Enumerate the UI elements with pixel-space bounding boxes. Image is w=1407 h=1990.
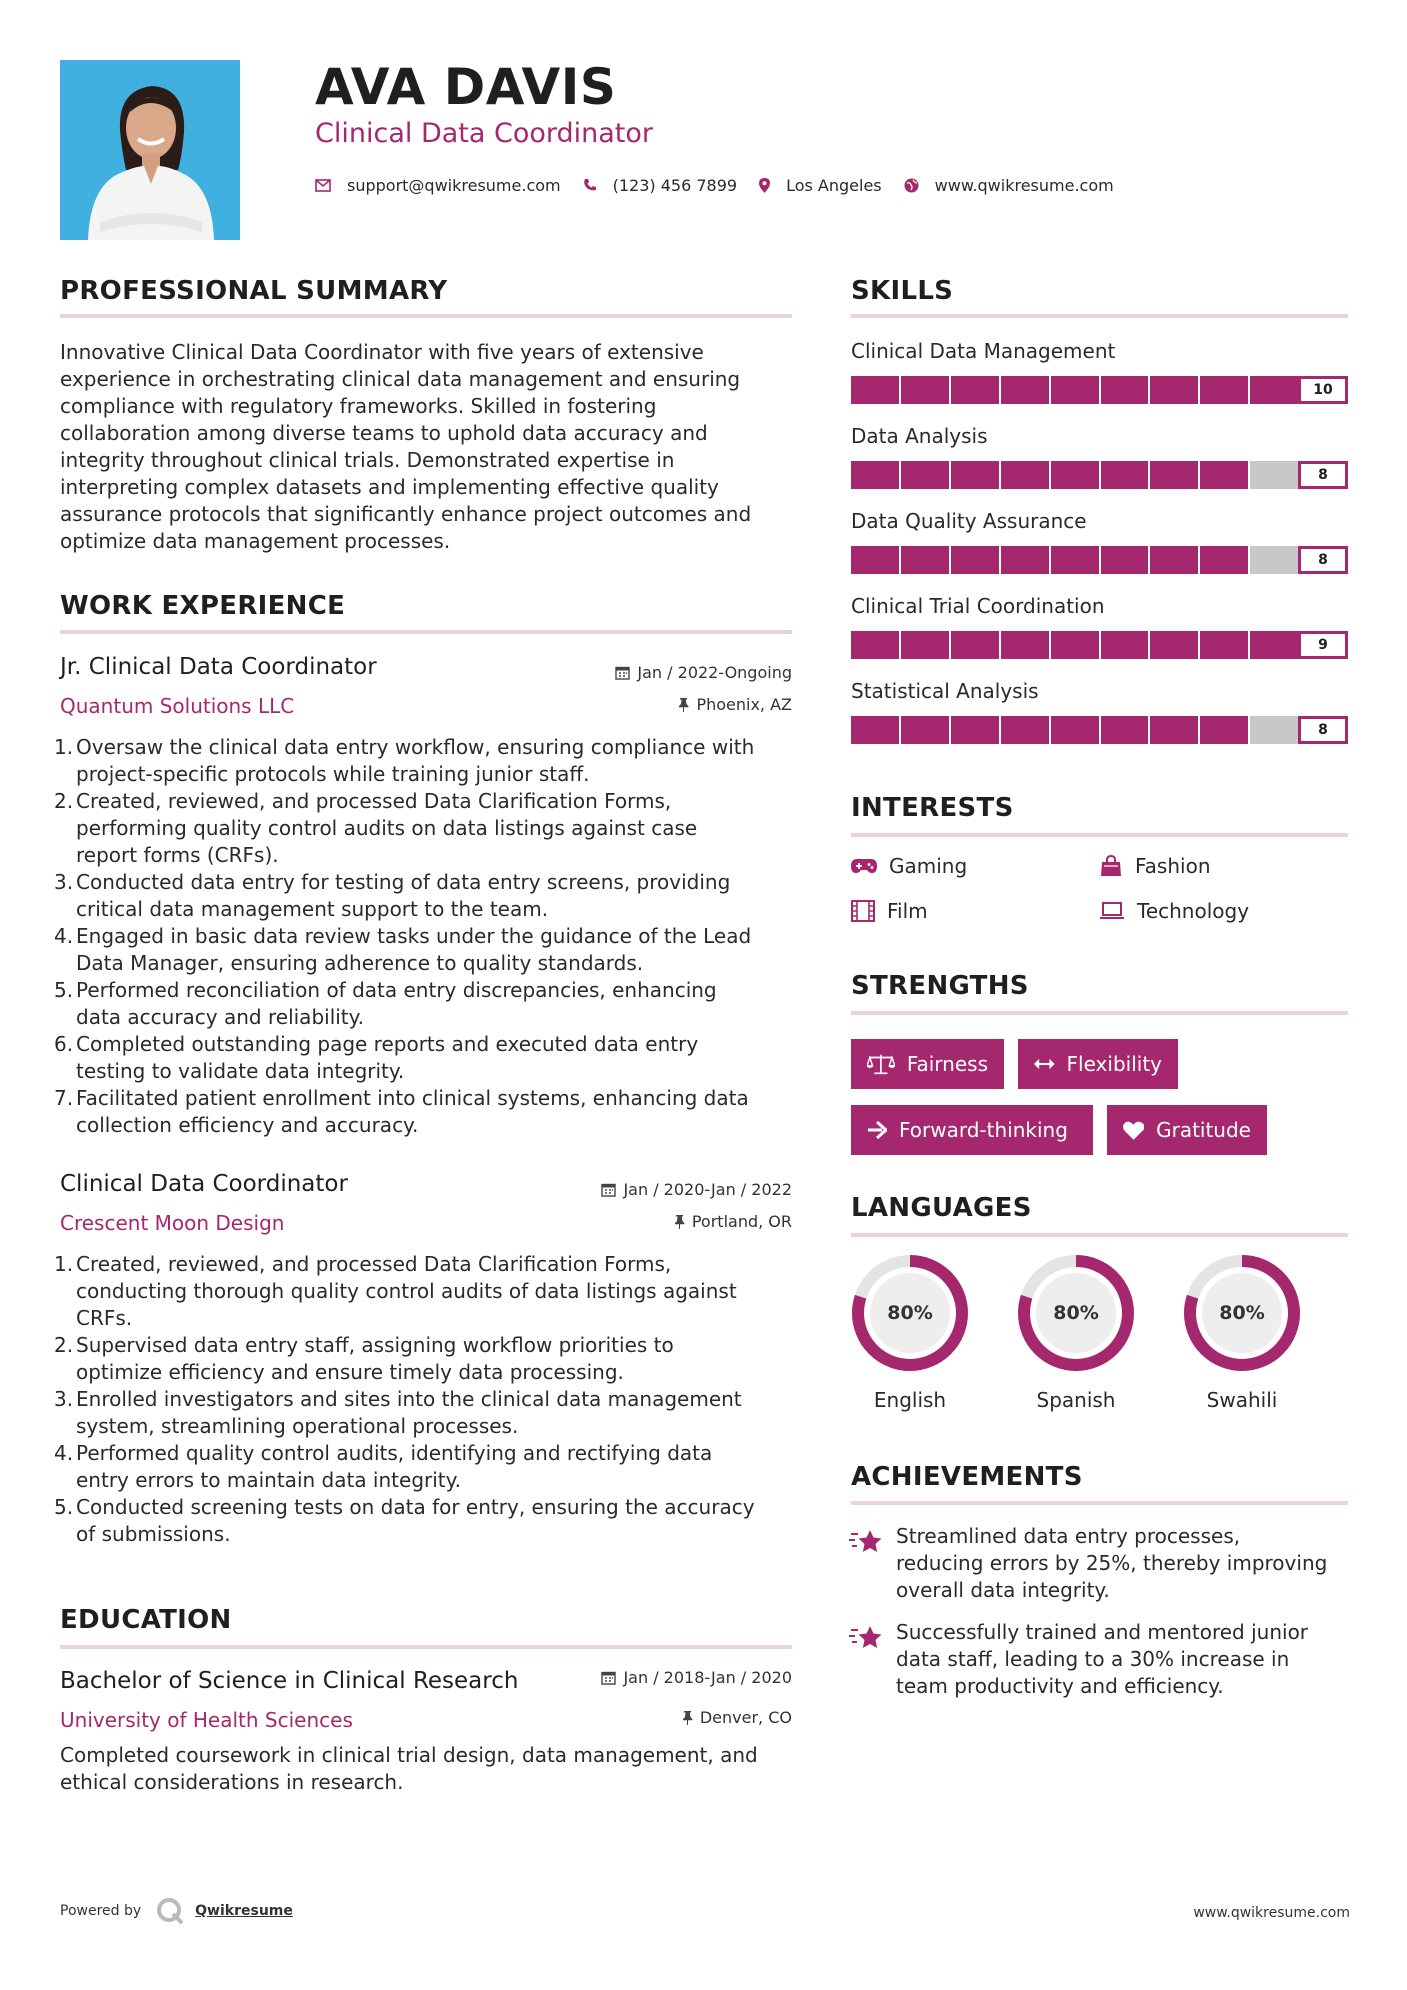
skill-level-bar — [851, 376, 1348, 404]
skill-level-badge: 9 — [1298, 631, 1348, 659]
strength-label: Flexibility — [1066, 1052, 1162, 1076]
achievement-item — [896, 1523, 1356, 1604]
list-item-line: conducting thorough quality control audits of data listings against — [76, 1279, 737, 1303]
film-icon — [851, 900, 875, 922]
list-item-number: 2. — [54, 789, 74, 813]
skills-heading: SKILLS — [851, 276, 954, 306]
skill-bar-segment — [901, 376, 951, 404]
list-item — [54, 1251, 800, 1332]
skill-bar-segment — [1001, 716, 1051, 744]
list-item-line: Data Manager, ensuring adherence to quality standards. — [76, 951, 644, 975]
skill-name: Data Analysis — [851, 424, 988, 448]
list-item-number: 4. — [54, 1441, 74, 1465]
list-item-line: Performed quality control audits, identifying and rectifying data — [76, 1441, 713, 1465]
skill-name: Clinical Data Management — [851, 339, 1116, 363]
interest-label: Gaming — [889, 854, 968, 878]
job-location-text: Portland, OR — [691, 1212, 792, 1231]
skill-bar-segment — [1150, 461, 1200, 489]
job-location — [500, 1212, 792, 1231]
list-item — [54, 1031, 800, 1085]
contact-email-text: support@qwikresume.com — [347, 175, 561, 195]
job-location-text: Phoenix, AZ — [696, 695, 792, 714]
contact-location — [759, 176, 882, 195]
job-responsibilities — [54, 1251, 800, 1548]
strength-chip-gratitude — [1107, 1105, 1267, 1155]
skill-bar-segment — [1101, 461, 1151, 489]
contact-phone-text: (123) 456 7899 — [612, 175, 738, 195]
thumbtack-icon — [678, 697, 689, 712]
skill-bar-segment — [901, 716, 951, 744]
skill-bar-segment — [1200, 546, 1250, 574]
skill-bar-segment — [1200, 376, 1250, 404]
skill-name: Data Quality Assurance — [851, 509, 1087, 533]
education-heading: EDUCATION — [60, 1605, 232, 1635]
experience-heading: WORK EXPERIENCE — [60, 591, 346, 621]
summary-line: compliance with regulatory frameworks. Skilled in fostering — [60, 394, 657, 418]
contact-bar — [315, 172, 1136, 198]
list-item — [54, 1085, 800, 1139]
arrows-horizontal-icon — [1034, 1057, 1055, 1071]
skill-bar-segment — [1101, 376, 1151, 404]
achievement-line: reducing errors by 25%, thereby improving — [896, 1551, 1328, 1575]
job-responsibilities — [54, 734, 800, 1139]
list-item-number: 7. — [54, 1086, 74, 1110]
list-item-line: entry errors to maintain data integrity. — [76, 1468, 461, 1492]
skill-bar-segment — [1001, 631, 1051, 659]
skill-bar-segment — [1200, 461, 1250, 489]
summary-line: assurance protocols that significantly enhance project outcomes and — [60, 502, 752, 526]
skill-bar-segment — [1150, 546, 1200, 574]
candidate-title: Clinical Data Coordinator — [315, 118, 654, 149]
strength-chip-flexibility — [1018, 1039, 1178, 1089]
skill-bar-segment — [1101, 716, 1151, 744]
language-percent: 80% — [887, 1302, 933, 1324]
language-percent: 80% — [1053, 1302, 1099, 1324]
achievements-divider — [851, 1501, 1348, 1505]
envelope-icon — [315, 179, 331, 192]
skill-bar-segment — [1200, 716, 1250, 744]
skill-bar-segment — [1051, 546, 1101, 574]
list-item-line: Supervised data entry staff, assigning workflow priorities to — [76, 1333, 674, 1357]
list-item — [54, 977, 800, 1031]
summary-line: interpreting complex datasets and implementing effective quality — [60, 475, 719, 499]
skill-bar-segment — [901, 631, 951, 659]
skill-bar-segment — [1001, 376, 1051, 404]
experience-divider — [60, 630, 792, 634]
list-item-line: Created, reviewed, and processed Data Clarification Forms, — [76, 1252, 672, 1276]
map-marker-icon — [759, 178, 770, 193]
list-item — [54, 788, 800, 869]
skill-bar-segment — [1101, 631, 1151, 659]
language-name: Spanish — [1036, 1388, 1116, 1412]
skills-divider — [851, 314, 1348, 318]
summary-heading: PROFESSIONAL SUMMARY — [60, 276, 448, 306]
star-award-icon — [849, 1528, 883, 1556]
list-item — [54, 923, 800, 977]
interest-item-technology — [1099, 899, 1249, 923]
strength-chip-fairness — [851, 1039, 1004, 1089]
calendar-icon — [601, 1670, 616, 1685]
list-item-number: 2. — [54, 1333, 74, 1357]
skill-bar-segment — [951, 631, 1001, 659]
strengths-heading: STRENGTHS — [851, 971, 1029, 1001]
job-company: Quantum Solutions LLC — [60, 694, 295, 718]
list-item-line: testing to validate data integrity. — [76, 1059, 405, 1083]
skill-bar-segment — [1001, 461, 1051, 489]
language-ring — [848, 1251, 972, 1375]
balance-scale-icon — [867, 1053, 895, 1075]
arrow-right-icon — [867, 1121, 887, 1139]
skill-name: Clinical Trial Coordination — [851, 594, 1105, 618]
education-divider — [60, 1645, 792, 1649]
list-item-line: Engaged in basic data review tasks under the guidance of the Lead — [76, 924, 752, 948]
achievements-heading: ACHIEVEMENTS — [851, 1462, 1083, 1492]
degree-title: Bachelor of Science in Clinical Research — [60, 1668, 519, 1694]
summary-text — [60, 339, 800, 555]
skill-bar-segment — [1051, 631, 1101, 659]
list-item-line: CRFs. — [76, 1306, 133, 1330]
list-item-line: Facilitated patient enrollment into clinical systems, enhancing data — [76, 1086, 749, 1110]
skill-bar-segment — [1101, 546, 1151, 574]
education-dates-text: Jan / 2018-Jan / 2020 — [623, 1668, 792, 1687]
achievement-line: team productivity and efficiency. — [896, 1674, 1224, 1698]
language-name: Swahili — [1206, 1388, 1278, 1412]
calendar-icon — [601, 1182, 616, 1197]
skill-bar-segment — [901, 461, 951, 489]
interest-label: Technology — [1137, 899, 1250, 923]
skill-bar-segment — [1150, 716, 1200, 744]
list-item-number: 4. — [54, 924, 74, 948]
job-dates-text: Jan / 2022-Ongoing — [637, 663, 792, 682]
list-item-line: collection efficiency and accuracy. — [76, 1113, 419, 1137]
qwikresume-logo-icon — [155, 1896, 185, 1926]
skill-bar-segment — [1250, 376, 1300, 404]
list-item-line: project-specific protocols while training junior staff. — [76, 762, 590, 786]
list-item-line: system, streamlining operational processes. — [76, 1414, 519, 1438]
job-dates — [500, 1180, 792, 1199]
contact-phone[interactable] — [583, 176, 737, 195]
strength-label: Fairness — [906, 1052, 988, 1076]
laptop-icon — [1099, 902, 1125, 920]
phone-icon — [583, 178, 597, 192]
skill-bar-segment — [1051, 716, 1101, 744]
job-dates-text: Jan / 2020-Jan / 2022 — [623, 1180, 792, 1199]
list-item-line: Conducted screening tests on data for entry, ensuring the accuracy — [76, 1495, 755, 1519]
list-item-number: 6. — [54, 1032, 74, 1056]
summary-line: integrity throughout clinical trials. Demonstrated expertise in — [60, 448, 675, 472]
education-line: ethical considerations in research. — [60, 1770, 404, 1794]
interest-label: Film — [887, 899, 928, 923]
list-item — [54, 1494, 800, 1548]
calendar-icon — [615, 665, 630, 680]
skill-bar-segment — [851, 631, 901, 659]
list-item-number: 5. — [54, 1495, 74, 1519]
summary-line: collaboration among diverse teams to uphold data accuracy and — [60, 421, 708, 445]
education-line: Completed coursework in clinical trial design, data management, and — [60, 1743, 758, 1767]
list-item-line: critical data management support to the team. — [76, 897, 549, 921]
skill-level-badge: 10 — [1298, 376, 1348, 404]
list-item-number: 5. — [54, 978, 74, 1002]
list-item-number: 3. — [54, 1387, 74, 1411]
list-item-line: data accuracy and reliability. — [76, 1005, 364, 1029]
achievement-line: data staff, leading to a 30% increase in — [896, 1647, 1290, 1671]
skill-bar-segment — [1051, 461, 1101, 489]
skill-bar-segment — [851, 376, 901, 404]
list-item-line: Completed outstanding page reports and executed data entry — [76, 1032, 699, 1056]
education-location-text: Denver, CO — [699, 1708, 792, 1727]
skill-bar-segment — [951, 546, 1001, 574]
skill-bar-segment — [851, 716, 901, 744]
skill-bar-segment — [951, 716, 1001, 744]
language-name: English — [873, 1388, 947, 1412]
list-item-line: Performed reconciliation of data entry discrepancies, enhancing — [76, 978, 717, 1002]
interests-divider — [851, 833, 1348, 837]
skill-bar-segment — [1200, 631, 1250, 659]
job-title: Clinical Data Coordinator — [60, 1171, 348, 1197]
job-dates — [500, 663, 792, 682]
footer-powered-by — [60, 1896, 293, 1926]
interest-label: Fashion — [1135, 854, 1211, 878]
achievement-line: overall data integrity. — [896, 1578, 1110, 1602]
list-item — [54, 1440, 800, 1494]
list-item-line: report forms (CRFs). — [76, 843, 279, 867]
skill-bar-segment — [1250, 631, 1300, 659]
language-ring — [1014, 1251, 1138, 1375]
interest-item-gaming — [851, 854, 967, 878]
achievement-line: Successfully trained and mentored junior — [896, 1620, 1309, 1644]
list-item-line: Oversaw the clinical data entry workflow, ensuring compliance with — [76, 735, 755, 759]
contact-location-text: Los Angeles — [786, 175, 882, 195]
list-item-line: Created, reviewed, and processed Data Clarification Forms, — [76, 789, 672, 813]
list-item — [54, 1332, 800, 1386]
skill-bar-segment — [1150, 376, 1200, 404]
summary-line: optimize data management processes. — [60, 529, 451, 553]
contact-website-text: www.qwikresume.com — [934, 175, 1114, 195]
skill-bar-segment — [901, 546, 951, 574]
powered-by-text: Powered by — [60, 1903, 142, 1919]
achievement-line: Streamlined data entry processes, — [896, 1524, 1241, 1548]
thumbtack-icon — [674, 1214, 685, 1229]
job-title: Jr. Clinical Data Coordinator — [60, 654, 377, 680]
skill-level-bar — [851, 631, 1348, 659]
skill-bar-segment — [1250, 461, 1300, 489]
heart-icon — [1123, 1120, 1144, 1141]
list-item — [54, 1386, 800, 1440]
thumbtack-icon — [682, 1710, 693, 1725]
globe-icon — [904, 178, 919, 193]
skill-bar-segment — [951, 461, 1001, 489]
summary-line: experience in orchestrating clinical data management and ensuring — [60, 367, 741, 391]
strength-chip-forward-thinking — [851, 1105, 1093, 1155]
gamepad-icon — [851, 858, 877, 874]
qwikresume-link[interactable]: Qwikresume — [195, 1903, 293, 1919]
candidate-name: AVA DAVIS — [315, 58, 617, 116]
education-description — [60, 1742, 806, 1796]
education-location — [500, 1708, 792, 1727]
job-company: Crescent Moon Design — [60, 1211, 285, 1235]
interest-item-fashion — [1099, 854, 1211, 878]
strength-label: Gratitude — [1156, 1118, 1251, 1142]
list-item-number: 1. — [54, 1252, 74, 1276]
skill-level-bar — [851, 716, 1348, 744]
skill-bar-segment — [951, 376, 1001, 404]
skill-bar-segment — [851, 546, 901, 574]
education-dates — [500, 1668, 792, 1687]
list-item — [54, 734, 800, 788]
list-item-line: Enrolled investigators and sites into the clinical data management — [76, 1387, 742, 1411]
language-percent: 80% — [1219, 1302, 1265, 1324]
list-item-number: 1. — [54, 735, 74, 759]
skill-level-bar — [851, 461, 1348, 489]
school-name: University of Health Sciences — [60, 1708, 353, 1732]
list-item-line: Conducted data entry for testing of data entry screens, providing — [76, 870, 731, 894]
job-location — [500, 695, 792, 714]
skill-bar-segment — [1051, 376, 1101, 404]
strength-label: Forward-thinking — [899, 1118, 1068, 1142]
skill-bar-segment — [1001, 546, 1051, 574]
skill-bar-segment — [1250, 716, 1300, 744]
list-item — [54, 869, 800, 923]
star-award-icon — [849, 1624, 883, 1652]
skill-name: Statistical Analysis — [851, 679, 1039, 703]
strengths-divider — [851, 1011, 1348, 1015]
skill-level-badge: 8 — [1298, 461, 1348, 489]
list-item-line: performing quality control audits on data listings against case — [76, 816, 698, 840]
skill-level-badge: 8 — [1298, 546, 1348, 574]
skill-bar-segment — [1150, 631, 1200, 659]
languages-heading: LANGUAGES — [851, 1193, 1032, 1223]
list-item-number: 3. — [54, 870, 74, 894]
profile-photo — [60, 60, 240, 240]
summary-line: Innovative Clinical Data Coordinator with five years of extensive — [60, 340, 704, 364]
list-item-line: of submissions. — [76, 1522, 231, 1546]
summary-divider — [60, 314, 792, 318]
shopping-bag-icon — [1099, 854, 1123, 878]
skill-bar-segment — [851, 461, 901, 489]
interests-heading: INTERESTS — [851, 793, 1014, 823]
skill-level-bar — [851, 546, 1348, 574]
languages-divider — [851, 1233, 1348, 1237]
list-item-line: optimize efficiency and ensure timely data processing. — [76, 1360, 624, 1384]
achievement-item — [896, 1619, 1356, 1700]
skill-bar-segment — [1250, 546, 1300, 574]
skill-level-badge: 8 — [1298, 716, 1348, 744]
language-ring — [1180, 1251, 1304, 1375]
contact-email[interactable] — [315, 176, 561, 195]
footer-website[interactable]: www.qwikresume.com — [1193, 1905, 1350, 1921]
contact-website[interactable] — [904, 176, 1114, 195]
interest-item-film — [851, 899, 928, 923]
